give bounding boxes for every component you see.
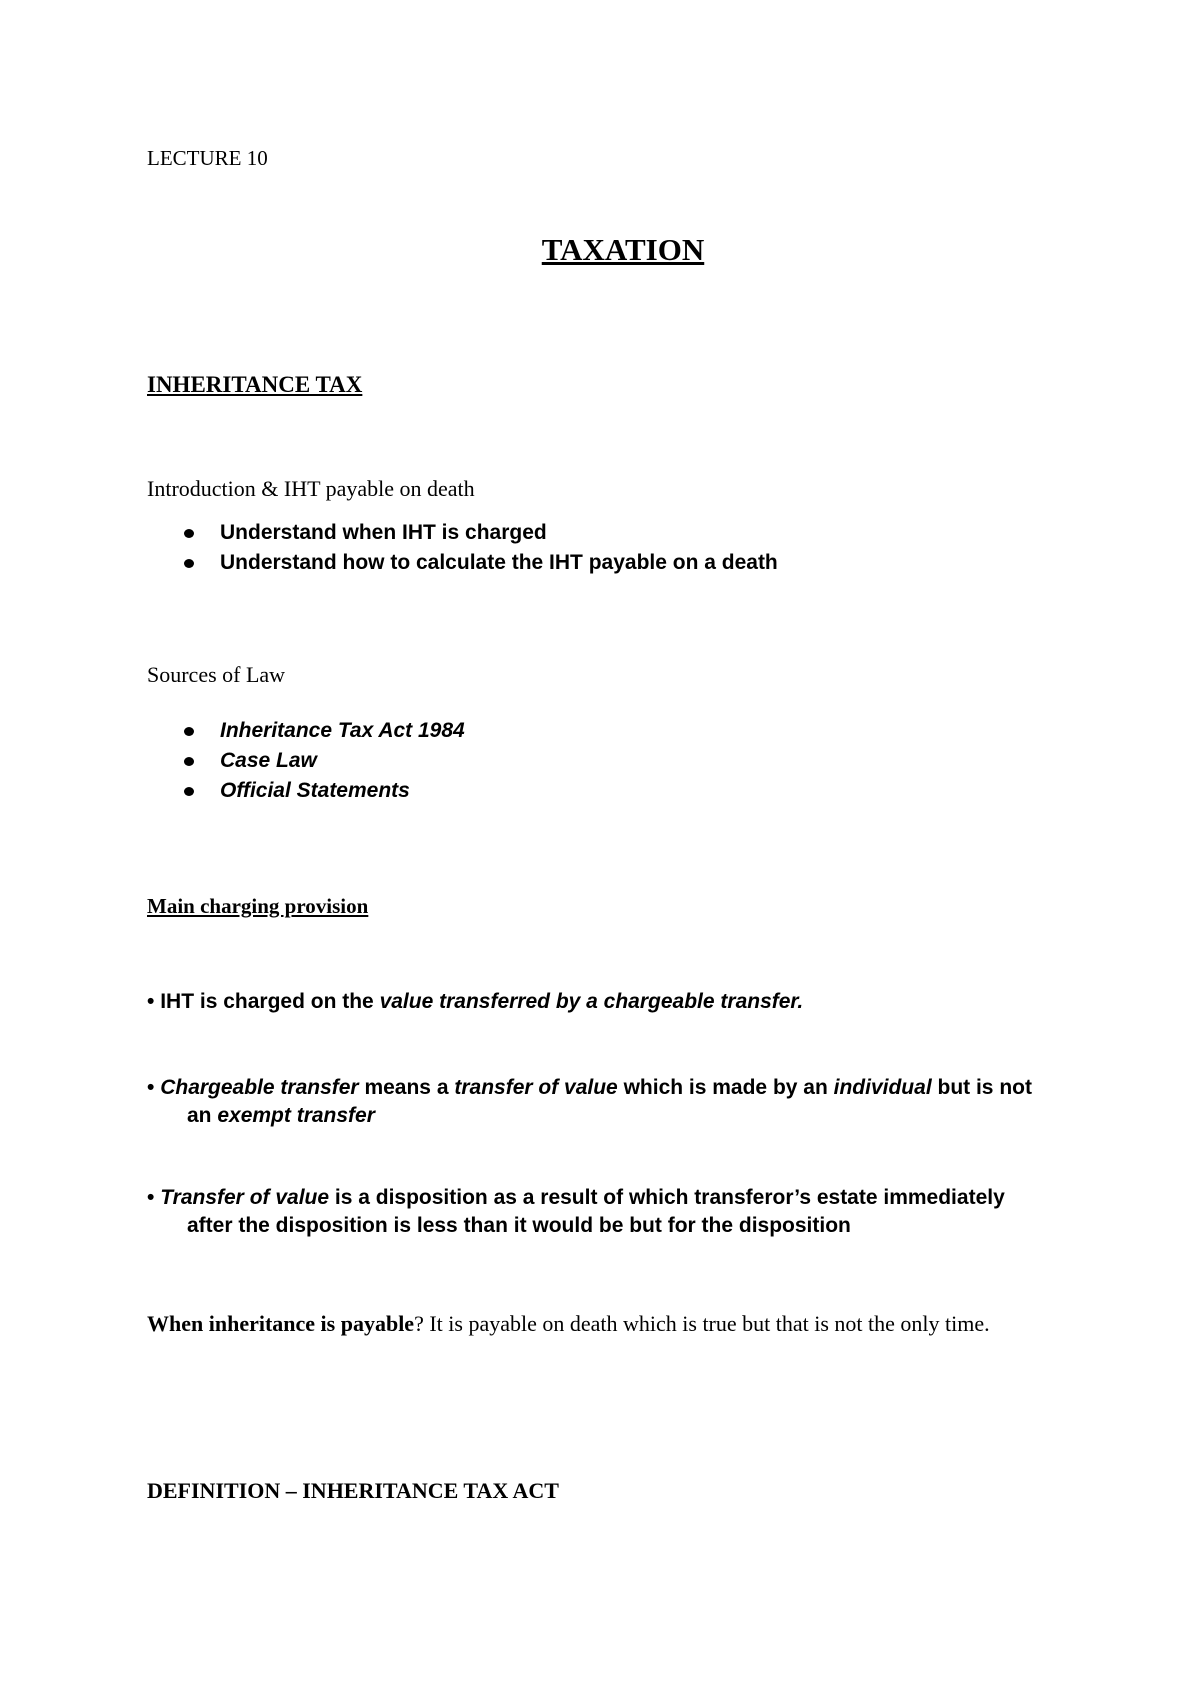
paragraph-continuation: an exempt transfer (187, 1104, 375, 1127)
bullet-icon (184, 727, 194, 736)
list-item: Case Law (180, 746, 465, 776)
document-title: TAXATION (541, 232, 705, 267)
lecture-label: LECTURE 10 (147, 146, 268, 170)
definition-heading: DEFINITION – INHERITANCE TAX ACT (147, 1478, 559, 1503)
bullet-icon (184, 529, 194, 538)
list-item: Understand how to calculate the IHT payable on a death (180, 548, 778, 578)
list-item: Inheritance Tax Act 1984 (180, 716, 465, 746)
section-heading: INHERITANCE TAX (147, 372, 363, 397)
intro-list (180, 518, 778, 578)
sources-list (180, 716, 465, 806)
main-charging-heading: Main charging provision (147, 894, 369, 918)
charging-paragraph-2: • Chargeable transfer means a transfer of value which is made by an individual but is not an exempt transfer (147, 1074, 1032, 1130)
bullet-icon (184, 787, 194, 796)
list-item: Understand when IHT is charged (180, 518, 778, 548)
bullet-icon (184, 757, 194, 766)
bullet-icon (184, 559, 194, 568)
charging-paragraph-3: • Transfer of value is a disposition as a result of which transferor’s estate immediately after the disposition is less than it would be but for the disposition (147, 1184, 1005, 1240)
when-payable-paragraph: When inheritance is payable? It is payable on death which is true but that is not the only time. (147, 1311, 990, 1336)
list-item: Official Statements (180, 776, 465, 806)
intro-heading: Introduction & IHT payable on death (147, 476, 475, 501)
paragraph-continuation: after the disposition is less than it would be but for the disposition (187, 1214, 851, 1237)
charging-paragraph-1: • IHT is charged on the value transferred by a chargeable transfer. (147, 990, 804, 1013)
sources-heading: Sources of Law (147, 662, 286, 687)
